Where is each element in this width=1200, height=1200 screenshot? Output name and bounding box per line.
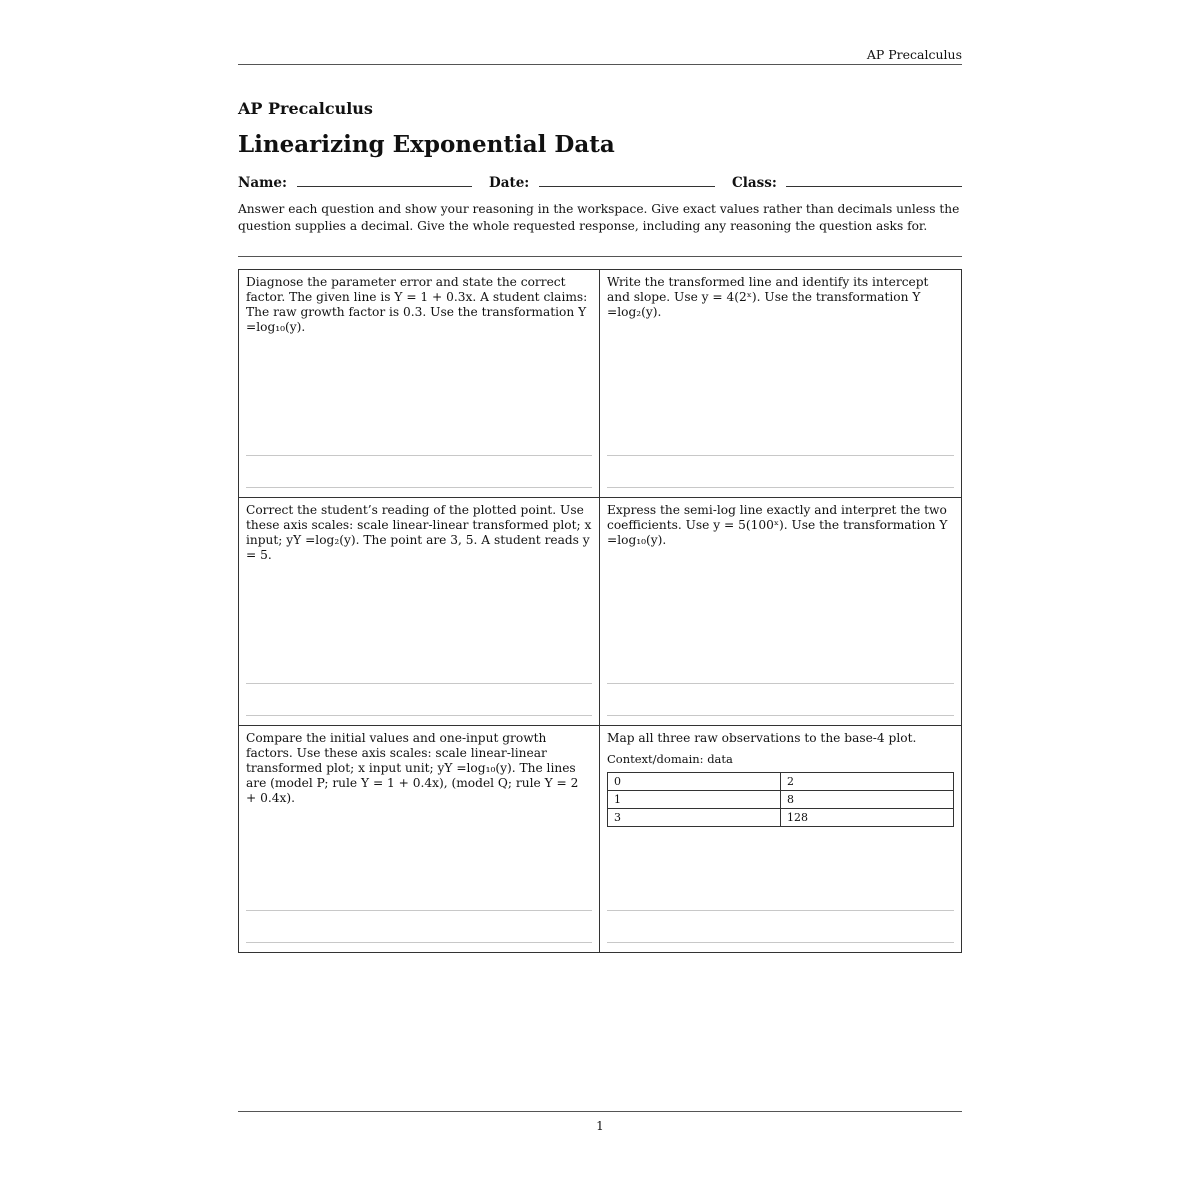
table-cell: 128 [781,809,954,827]
question-3 [239,498,600,726]
answer-line[interactable] [246,715,592,716]
instructions: Answer each question and show your reasoning in the workspace. Give exact values rather than decimals unless the question supplies a decimal. Give the whole requested response, including any reasoning the question asks for. [238,202,960,233]
question-1 [239,270,600,498]
table-cell: 2 [781,773,954,791]
instructions-rule [238,256,962,257]
answer-line[interactable] [246,683,592,684]
question-2 [600,270,961,498]
question-1-text: Diagnose the parameter error and state the correct factor. The given line is Y = 1 + 0.3x. A student claims: The raw growth factor is 0.3. Use the transformation Y =log₁₀(y). [246,275,588,334]
answer-line[interactable] [607,487,954,488]
question-2-text: Write the transformed line and identify its intercept and slope. Use y = 4(2ˣ). Use the transformation Y =log₂(y). [607,275,929,319]
question-4-text: Express the semi-log line exactly and interpret the two coefficients. Use y = 5(100ˣ). Use the transformation Y =log₁₀(y). [607,503,948,547]
table-row [608,791,954,809]
observations-table [607,772,954,827]
page-number: 1 [596,1119,604,1133]
question-6-context: Context/domain: data [607,752,733,766]
question-3-text: Correct the student’s reading of the plotted point. Use these axis scales: scale linear-linear transformed plot; x input; yY =log₂(y). The point are 3, 5. A student reads y = 5. [246,503,592,562]
worksheet-page [238,0,962,1200]
student-info-row [238,175,962,191]
table-row [608,809,954,827]
question-4 [600,498,961,726]
table-cell: 8 [781,791,954,809]
answer-line[interactable] [246,910,592,911]
header-rule [238,64,962,65]
class-field[interactable] [786,186,962,187]
date-field[interactable] [539,186,715,187]
question-6-text: Map all three raw observations to the base-4 plot. [607,731,917,745]
question-5-text: Compare the initial values and one-input growth factors. Use these axis scales: scale linear-linear transformed plot; x input unit; yY =log₁₀(y). The lines are (model P; rule Y = 1 + 0.4x), (model Q; rule Y = 2 + 0.4x). [246,731,579,805]
course-title: AP Precalculus [238,99,373,118]
answer-line[interactable] [246,455,592,456]
answer-line[interactable] [246,942,592,943]
footer-rule [238,1111,962,1112]
table-cell: 3 [608,809,781,827]
answer-line[interactable] [607,455,954,456]
question-grid [238,269,962,953]
class-label: Class: [732,175,777,191]
table-cell: 1 [608,791,781,809]
answer-line[interactable] [607,942,954,943]
answer-line[interactable] [607,910,954,911]
question-6 [600,726,961,952]
running-header: AP Precalculus [866,47,962,62]
date-label: Date: [489,175,530,191]
answer-line[interactable] [607,683,954,684]
question-5 [239,726,600,952]
answer-line[interactable] [246,487,592,488]
name-field[interactable] [297,186,472,187]
name-label: Name: [238,175,287,191]
table-row [608,773,954,791]
table-cell: 0 [608,773,781,791]
worksheet-title: Linearizing Exponential Data [238,131,615,158]
answer-line[interactable] [607,715,954,716]
